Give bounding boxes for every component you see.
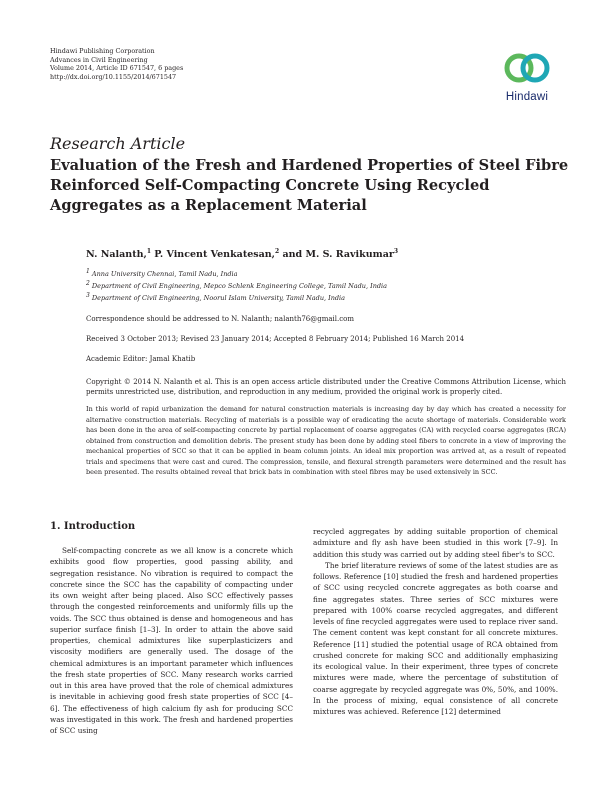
abstract: In this world of rapid urbanization the demand for natural construction materials is increasing day by day which has created a necessity for alternative construction materials. Recycling of materials is a possible way of eradicating the acute shortage of materials. Considerable work has been done in the area of self-compacting concrete by partial replacement of coarse aggregates (CA) with recycled coarse aggregates (RCA) obtained from construction and demolition debris. The present study has been done by adding steel fibers to concrete in a view of improving the mechanical properties of SCC so that it can be applied in beam column joints. An ideal mix proportion was arrived at, as a result of repeated trials and specimens that were cast and cured. The compression, tensile, and flexural strength parameters were determined and the result has been presented. The results obtained reveal that brick bats in combination with steel fibres may be used extensively in SCC.	[86, 405, 566, 476]
affiliation	[86, 291, 346, 302]
author-name: N. Nalanth,	[86, 249, 147, 260]
paragraph: recycled aggregates by adding suitable proportion of chemical admixture and fly ash have been studied in this work [7–9]. In addition this study was carried out by adding steel fiber's to SCC.	[313, 527, 558, 559]
article-type: Research Article	[50, 134, 186, 153]
author-list	[86, 249, 398, 260]
affiliation-number: 2	[86, 279, 90, 287]
volume-info: Volume 2014, Article ID 671547, 6 pages	[50, 64, 184, 73]
author-affiliation-number: 1	[146, 247, 151, 255]
author-name: and M. S. Ravikumar	[279, 249, 394, 260]
logo-wordmark: Hindawi	[505, 91, 549, 103]
correspondence: Correspondence should be addressed to N. Nalanth; nalanth76@gmail.com	[86, 315, 354, 323]
paragraph: The brief literature reviews of some of the latest studies are as follows. Reference [10] studied the fresh and hardened properties of SCC using recycled concrete aggregates as both coarse and fine aggregates states. Three series of SCC mixtures were prepared with 100% coarse recycled aggregates, and different levels of fine recycled aggregates were used to replace river sand. The cement content was kept constant for all concrete mixtures. Reference [11] studied the potential usage of RCA obtained from crushed concrete for making SCC and additionally emphasizing its ecological value. In their experiment, three types of concrete mixtures were made, where the percentage of substitution of coarse aggregate by recycled aggregate was 0%, 50%, and 100%. In the process of mixing, equal consistence of all concrete mixtures was achieved. Reference [12] determined	[313, 560, 558, 716]
journal-name: Advances in Civil Engineering	[50, 55, 148, 64]
publisher-name: Hindawi Publishing Corporation	[50, 47, 155, 55]
affiliation	[86, 279, 387, 290]
copyright-notice: Copyright © 2014 N. Nalanth et al. This is an open access article distributed under the Creative Commons Attribution License, which permits unrestricted use, distribution, and reproduction in any medium, provided the original work is properly cited.	[86, 378, 566, 397]
author-name: P. Vincent Venkatesan,	[151, 249, 275, 260]
affiliation-text: Anna University Chennai, Tamil Nadu, India	[89, 270, 238, 278]
publication-dates: Received 3 October 2013; Revised 23 January 2014; Accepted 8 February 2014; Published 16 March 2014	[86, 335, 465, 343]
academic-editor: Academic Editor: Jamal Khatib	[86, 355, 196, 363]
paragraph: Self-compacting concrete as we all know is a concrete which exhibits good flow properties, good passing ability, and segregation resistance. No vibration is required to compact the concrete since the SCC has the capability of compacting under its own weight after being placed. Also SCC effectively passes through the congested reinforcements and uniformly fills up the voids. The SCC thus obtained is dense and homogeneous and has superior surface finish [1–3]. In order to attain the above said properties, chemical admixtures like superplasticizers and viscosity modifiers are generally used. The dosage of the chemical admixtures is an important parameter which influences the fresh state properties of SCC. Many research works carried out in this area have proved that the role of chemical admixtures is inevitable in achieving good fresh state properties of SCC [4–6]. The effectiveness of high calcium fly ash for producing SCC was investigated in this work. The fresh and hardened properties of SCC using	[50, 546, 293, 735]
section-heading: 1. Introduction	[50, 521, 136, 532]
affiliation	[86, 267, 238, 278]
affiliation-text: Department of Civil Engineering, Noorul Islam University, Tamil Nadu, India	[89, 294, 346, 302]
affiliation-number: 1	[86, 267, 90, 275]
right-column	[313, 526, 558, 717]
author-affiliation-number: 3	[393, 247, 399, 255]
doi-link[interactable]: http://dx.doi.org/10.1155/2014/671547	[50, 72, 177, 81]
left-column	[50, 545, 293, 736]
publication-info	[50, 47, 183, 81]
affiliation-number: 3	[86, 291, 90, 299]
author-affiliation-number: 2	[274, 247, 280, 255]
paper-title: Evaluation of the Fresh and Hardened Properties of Steel Fibre Reinforced Self-Compacting Concrete Using Recycled Aggregates as a Replacement Material	[50, 157, 569, 214]
affiliation-text: Department of Civil Engineering, Mepco Schlenk Engineering College, Tamil Nadu, India	[89, 282, 387, 290]
